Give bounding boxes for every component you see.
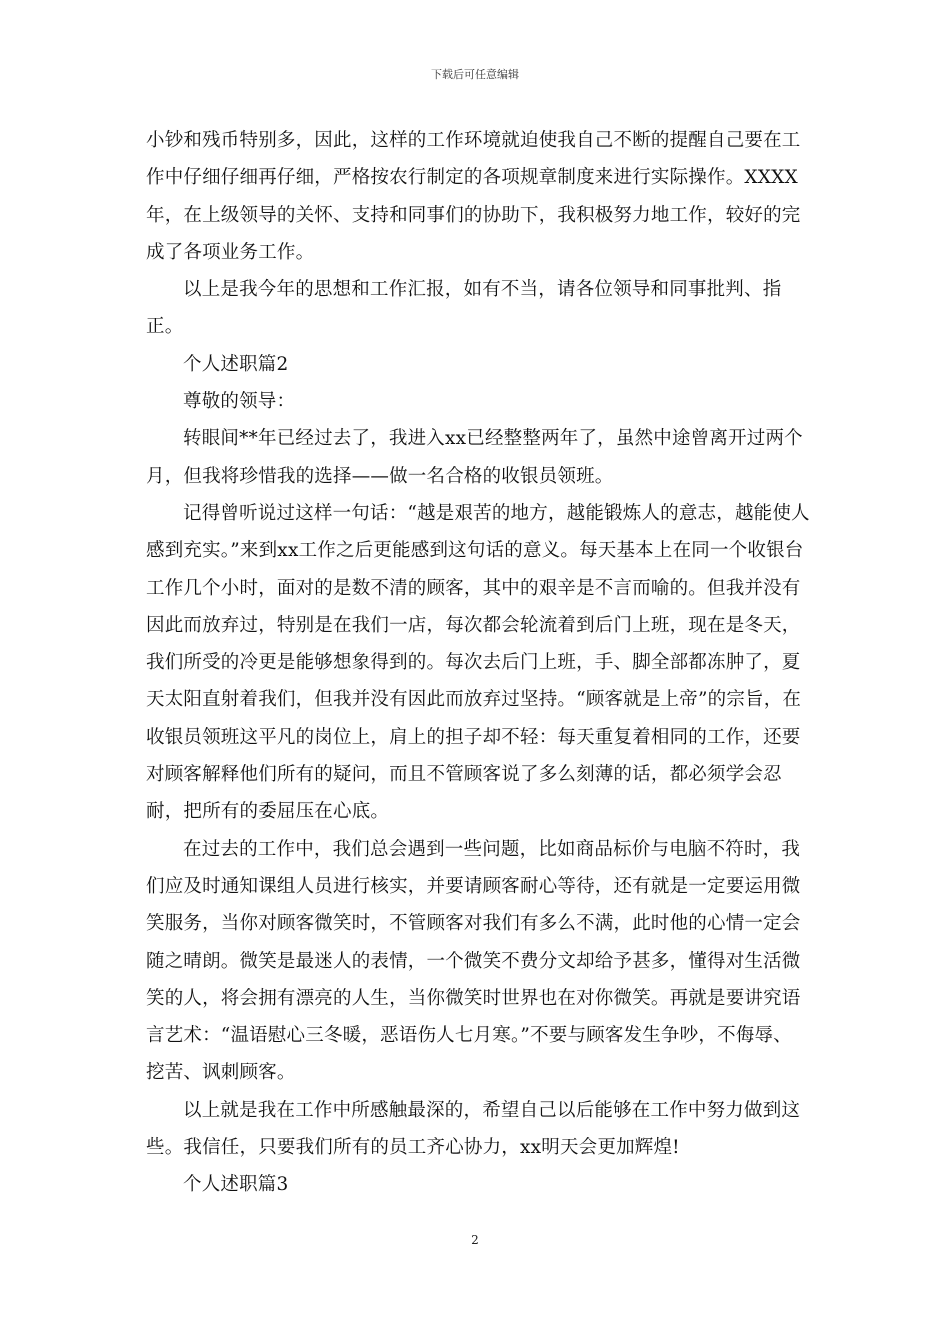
paragraph: 记得曾听说过这样一句话：“越是艰苦的地方，越能锻炼人的意志，越能使人感到充实。”来到xx工作之后更能感到这句话的意义。每天基本上在同一个收银台工作几个小时，面对的是数不清的顾客，其中的艰辛是不言而喻的。但我并没有因此而放弃过，特别是在我们一店，每次都会轮流着到后门上班，现在是冬天，我们所受的冷更是能够想象得到的。每次去后门上班，手、脚全部都冻肿了，夏天太阳直射着我们，但我并没有因此而放弃过坚持。“顾客就是上帝”的宗旨，在收银员领班这平凡的岗位上，肩上的担子却不轻：每天重复着相同的工作，还要对顾客解释他们所有的疑问，而且不管顾客说了多么刻薄的话，都必须学会忍耐，把所有的委屈压在心底。 [146,502,810,823]
paragraph: 在过去的工作中，我们总会遇到一些问题，比如商品标价与电脑不符时，我们应及时通知课组人员进行核实，并要请顾客耐心等待，还有就是一定要运用微笑服务，当你对顾客微笑时，不管顾客对我们有多么不满，此时他的心情一定会随之晴朗。微笑是最迷人的表情，一个微笑不费分文却给予甚多，懂得对生活微笑的人，将会拥有漂亮的人生，当你微笑时世界也在对你微笑。再就是要讲究语言艺术：“温语慰心三冬暖，恶语伤人七月寒。”不要与顾客发生争吵，不侮辱、挖苦、讽刺顾客。 [146,838,801,1084]
page-header: 下载后可任意编辑 [431,68,519,81]
document-body [146,122,810,1204]
paragraph: 以上是我今年的思想和工作汇报，如有不当，请各位领导和同事批判、指正。 [146,279,782,338]
paragraph: 转眼间**年已经过去了，我进入xx已经整整两年了，虽然中途曾离开过两个月，但我将珍惜我的选择——做一名合格的收银员领班。 [146,428,803,487]
section-heading: 个人述职篇2 [183,353,289,375]
section-heading: 个人述职篇3 [183,1174,289,1196]
salutation: 尊敬的领导： [183,391,296,413]
paragraph: 以上就是我在工作中所感触最深的，希望自己以后能够在工作中努力做到这些。我信任，只要我们所有的员工齐心协力，xx明天会更加辉煌! [146,1099,801,1159]
page-number: 2 [471,1233,479,1247]
paragraph: 小钞和残币特别多，因此，这样的工作环境就迫使我自己不断的提醒自己要在工作中仔细仔细再仔细，严格按农行制定的各项规章制度来进行实际操作。XXXX年，在上级领导的关怀、支持和同事们的协助下，我积极努力地工作，较好的完成了各项业务工作。 [146,130,801,263]
